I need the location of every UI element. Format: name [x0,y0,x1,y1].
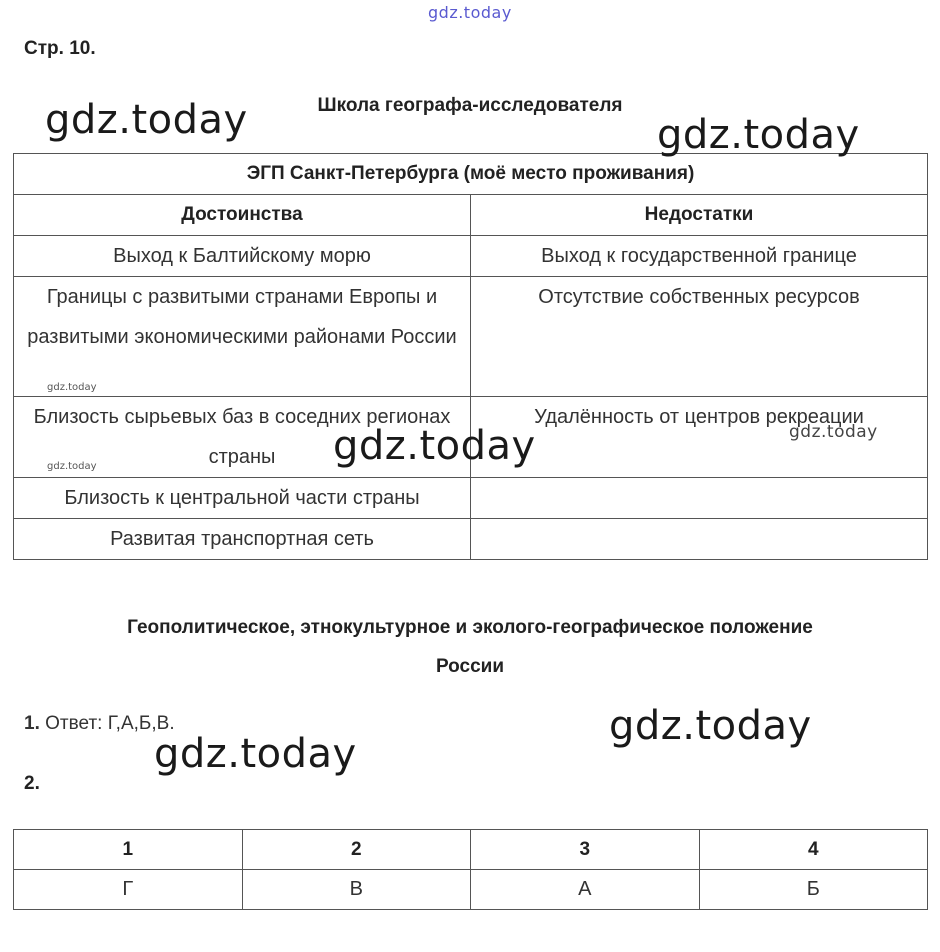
watermark: gdz.today [657,112,860,158]
answer-header-cell: 3 [471,830,700,870]
question-1 [24,713,175,735]
table-row [14,519,928,560]
table-row [14,478,928,519]
question-2-number: 2. [24,773,40,794]
section-title-geopolitical-line2: России [435,656,505,677]
question-1-number: 1. [24,713,40,734]
column-header-disadvantages: Недостатки [471,195,928,236]
advantage-cell: Развитая транспортная сеть [14,519,471,560]
answer-header-cell: 2 [242,830,471,870]
answer-header-row [14,830,928,870]
answer-value-cell: А [471,870,700,910]
disadvantage-cell: Удалённость от центров рекреации [471,397,928,478]
question-1-answer: Ответ: Г,А,Б,В. [45,713,175,734]
spb-egp-table [13,153,928,560]
top-watermark: gdz.today [428,3,512,22]
watermark: gdz.today [154,731,357,777]
watermark-small: gdz.today [47,382,97,393]
watermark-small: gdz.today [47,461,97,472]
disadvantage-cell: Отсутствие собственных ресурсов [471,277,928,397]
answer-value-cell: Г [14,870,243,910]
disadvantage-cell [471,519,928,560]
answer-header-cell: 1 [14,830,243,870]
page-label: Стр. 10. [24,38,96,59]
table-row [14,277,928,397]
advantage-cell: Выход к Балтийскому морю [14,236,471,277]
section-title-geopolitical-line1: Геополитическое, этнокультурное и эколого-географическое положение [127,617,813,638]
answer-table [13,829,928,910]
table-caption: ЭГП Санкт-Петербурга (моё место проживания) [14,154,928,195]
column-header-advantages: Достоинства [14,195,471,236]
watermark: gdz.today [609,703,812,749]
watermark: gdz.today [789,422,878,442]
disadvantage-cell [471,478,928,519]
advantage-cell: Границы с развитыми странами Европы и развитыми экономическими районами России [14,277,471,397]
answer-value-cell: В [242,870,471,910]
advantage-cell: Близость к центральной части страны [14,478,471,519]
advantage-cell: Близость сырьевых баз в соседних регионах страны [14,397,471,478]
table-row [14,236,928,277]
answer-value-row [14,870,928,910]
watermark: gdz.today [45,97,248,143]
answer-value-cell: Б [699,870,928,910]
section-title-geographer-school: Школа географа-исследователя [317,95,623,116]
watermark: gdz.today [333,423,536,469]
answer-header-cell: 4 [699,830,928,870]
disadvantage-cell: Выход к государственной границе [471,236,928,277]
